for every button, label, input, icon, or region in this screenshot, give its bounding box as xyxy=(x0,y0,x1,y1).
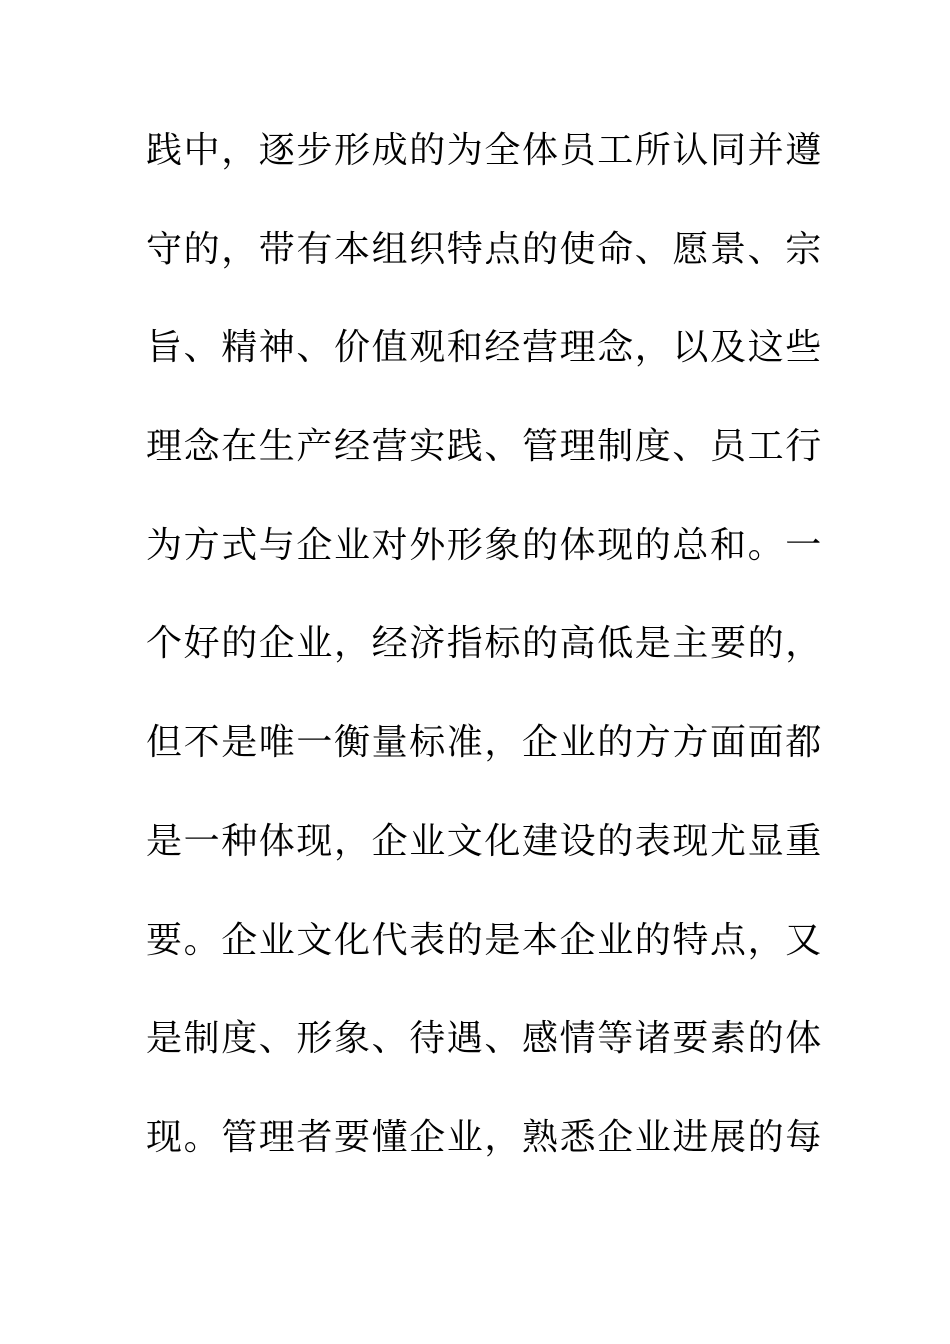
text-line: 旨、精神、价值观和经营理念，以及这些 xyxy=(146,327,823,369)
text-line: 要。企业文化代表的是本企业的特点，又 xyxy=(146,919,823,961)
body-text xyxy=(146,126,823,1212)
text-line: 但不是唯一衡量标准，企业的方方面面都 xyxy=(146,722,823,764)
text-line: 践中，逐步形成的为全体员工所认同并遵 xyxy=(146,130,823,171)
text-line: 是制度、形象、待遇、感情等诸要素的体 xyxy=(146,1018,823,1060)
text-line: 理念在生产经营实践、管理制度、员工行 xyxy=(146,426,823,468)
text-line: 为方式与企业对外形象的体现的总和。一 xyxy=(146,524,823,566)
text-line: 是一种体现，企业文化建设的表现尤显重 xyxy=(146,820,823,862)
text-line: 个好的企业，经济指标的高低是主要的， xyxy=(146,623,823,665)
text-line: 守的，带有本组织特点的使命、愿景、宗 xyxy=(146,228,823,270)
text-line: 现。管理者要懂企业，熟悉企业进展的每 xyxy=(146,1116,823,1158)
